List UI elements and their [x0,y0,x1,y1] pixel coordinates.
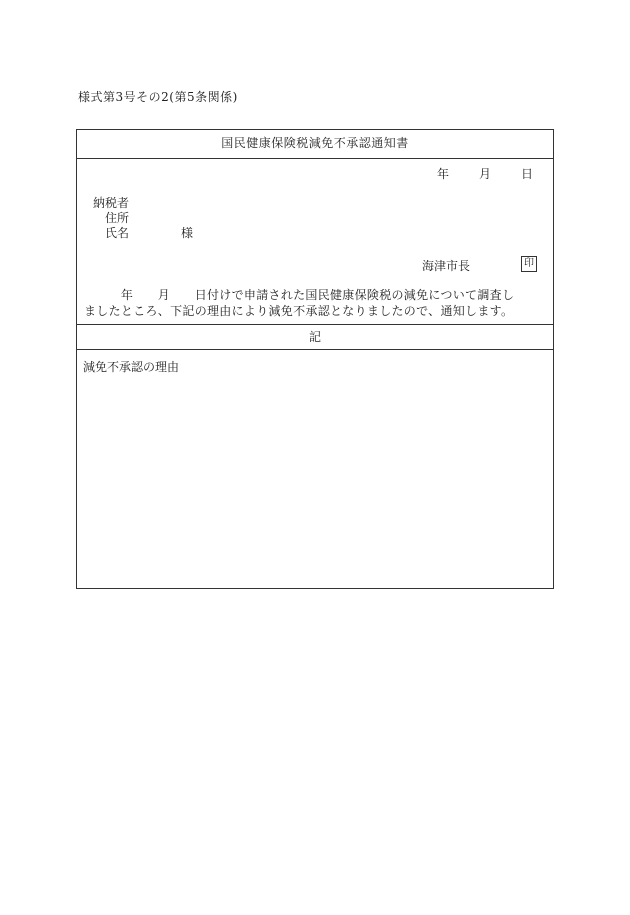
taxpayer-block [93,196,193,241]
notice-form [76,129,554,589]
reason-label: 減免不承認の理由 [83,360,180,374]
notice-body [84,287,550,319]
ki-heading: 記 [77,324,553,350]
honorific: 様 [181,226,194,240]
taxpayer-label: 納税者 [93,196,130,210]
form-number: 様式第3号その2(第5条関係) [78,90,238,104]
issuer-name: 海津市長 [422,259,471,273]
seal-mark: 印 [521,256,537,272]
body-line-1: 年 月 日付けで申請された国民健康保険税の減免について調査し [84,288,515,302]
reason-area [77,350,553,588]
name-label: 氏名 [105,226,130,240]
body-line-2: ましたところ、下記の理由により減免不承認となりましたので、通知します。 [84,304,514,318]
name-row [93,226,193,241]
date-year: 年 [436,167,449,181]
date-line [437,165,533,182]
date-day: 日 [520,167,533,181]
form-title: 国民健康保険税減免不承認通知書 [77,130,553,159]
date-month: 月 [478,167,491,181]
address-label: 住所 [105,211,130,225]
